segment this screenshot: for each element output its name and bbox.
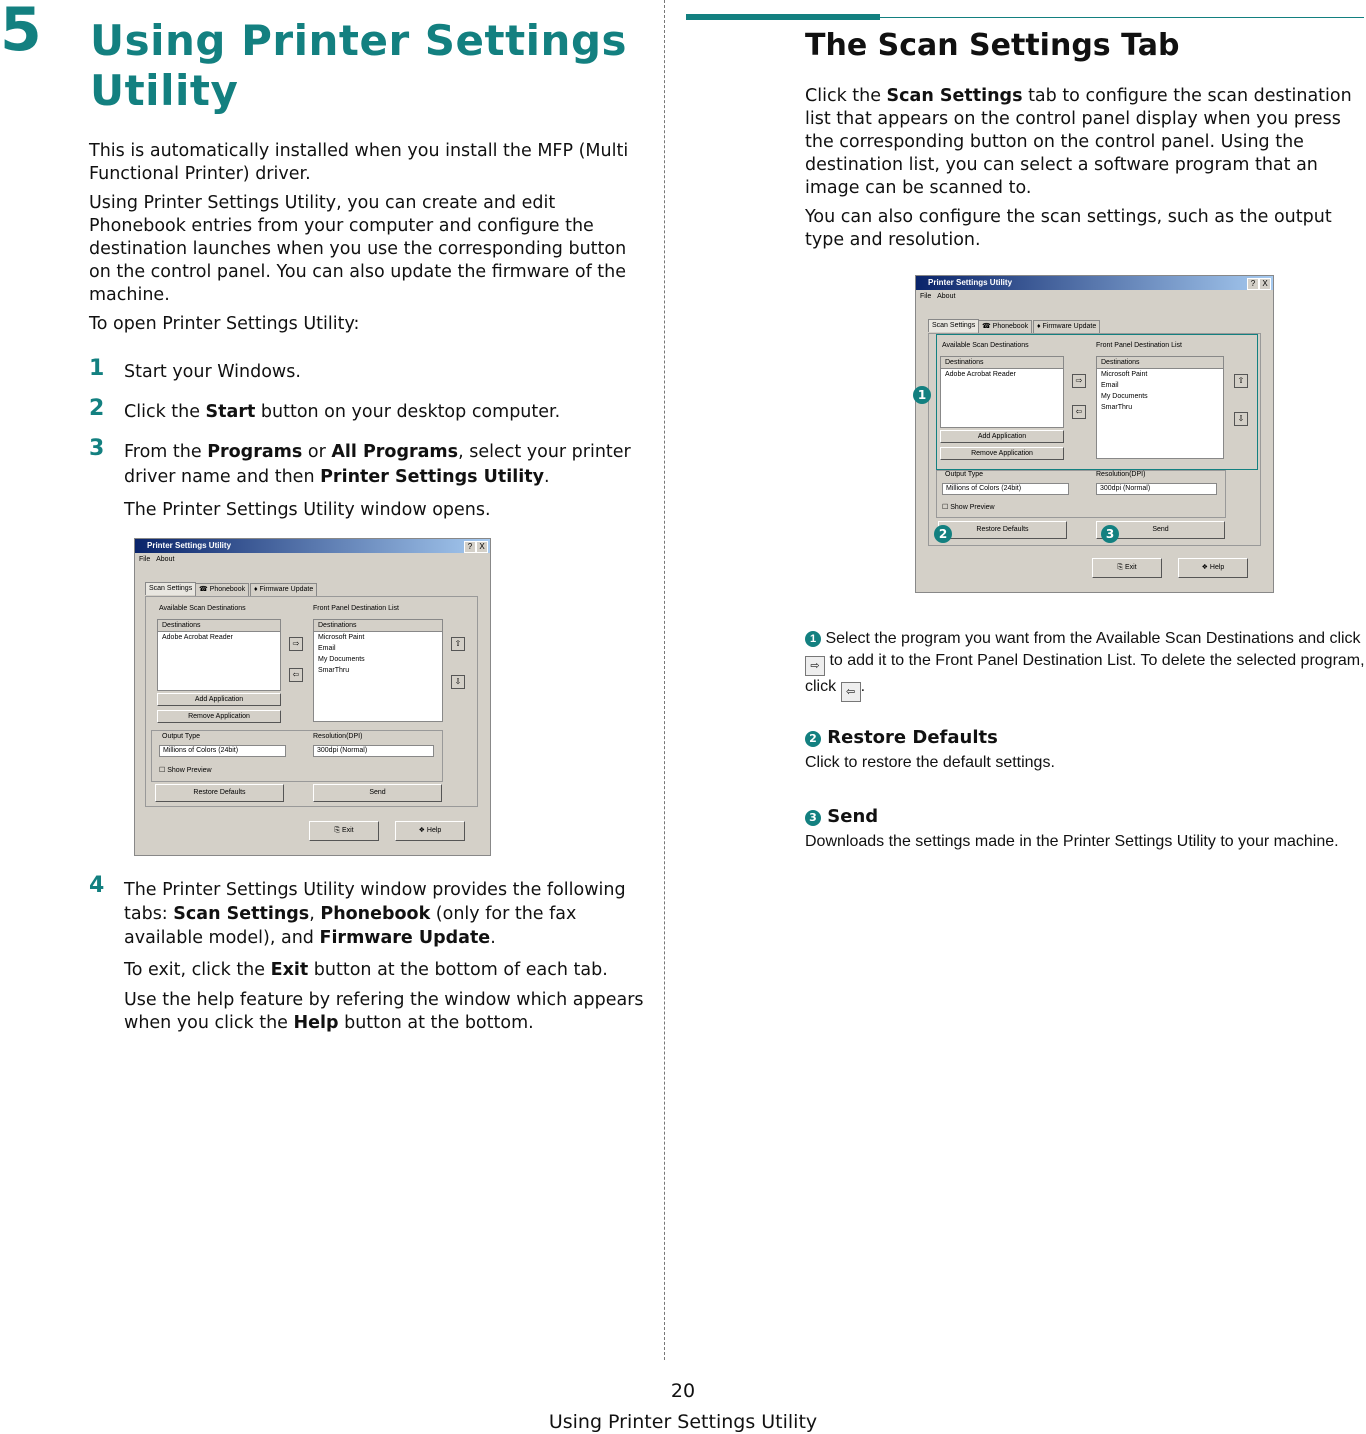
remove-application-button: Remove Application [940,447,1064,460]
note-3-title: 3 Send [805,806,878,827]
add-application-button: Add Application [940,430,1064,443]
available-label: Available Scan Destinations [159,605,246,612]
step-4-help-text: Use the help feature by refering the window which appears when you click the Help button at the bottom. [124,990,644,1033]
step-3-subtext: The Printer Settings Utility window opens. [124,500,491,520]
close-title-button: X [1259,278,1271,290]
restore-defaults-button: Restore Defaults [938,521,1067,539]
move-right-mini-icon: ⇨ [805,656,825,676]
front-list: Destinations Microsoft Paint Email My Documents SmarThru [1096,356,1224,459]
output-type-select: Millions of Colors (24bit) [159,745,286,757]
intro-paragraph-1: This is automatically installed when you install the MFP (Multi Functional Printer) driver. [89,141,629,184]
intro-paragraph-2: Using Printer Settings Utility, you can create and edit Phonebook entries from your computer and configure the destination launches when you use the corresponding button on the control panel. You can also update the firmware of the machine. [89,193,627,305]
note-3-text: Downloads the settings made in the Printer Settings Utility to your machine. [805,833,1339,850]
scan-tab-paragraph-1: Click the Scan Settings tab to configure the scan destination list that appears on the control panel display when you press the corresponding button on the control panel. Using the destination list, you can select a software program that an image can be scanned to. [805,86,1352,198]
resolution-label: Resolution(DPI) [1096,471,1146,478]
help-title-button: ? [464,541,476,553]
scan-tab-paragraph-2: You can also configure the scan settings, such as the output type and resolution. [805,207,1332,250]
move-down-icon: ⇩ [451,675,465,689]
move-right-icon: ⇨ [1072,374,1086,388]
front-list: Destinations Microsoft Paint Email My Documents SmarThru [313,619,443,722]
window-titlebar: Printer Settings Utility [135,539,490,553]
resolution-select: 300dpi (Normal) [1096,483,1217,495]
available-label: Available Scan Destinations [942,342,1029,349]
step-3-text: From the Programs or All Programs, select your printer driver name and then Printer Settings Utility. [124,442,631,487]
step-3-number: 3 [89,436,105,461]
close-title-button: X [476,541,488,553]
bullet-3: 3 [805,810,821,826]
move-left-icon: ⇦ [1072,405,1086,419]
scan-settings-screenshot [915,275,1274,593]
step-2-number: 2 [89,396,105,421]
send-button: Send [1096,521,1225,539]
intro-paragraph-3: To open Printer Settings Utility: [89,314,360,334]
footer-title: Using Printer Settings Utility [548,1411,818,1433]
section-heading: The Scan Settings Tab [805,28,1180,63]
move-right-icon: ⇨ [289,637,303,651]
move-down-icon: ⇩ [1234,412,1248,426]
show-preview-checkbox: ☐ Show Preview [159,767,212,774]
exit-button: ⎘ Exit [309,821,379,841]
note-2-title: 2 Restore Defaults [805,727,998,748]
step-4-text: The Printer Settings Utility window provides the following tabs: Scan Settings, Phonebook (only for the fax available model), and Firmware Update. [124,880,626,948]
step-4-number: 4 [89,873,105,898]
step-1-text: Start your Windows. [124,362,301,382]
tab-firmware-update: ♦ Firmware Update [250,583,317,596]
available-list: Destinations Adobe Acrobat Reader [940,356,1064,428]
help-button: ❖ Help [1178,558,1248,578]
step-4-exit-text: To exit, click the Exit button at the bottom of each tab. [124,960,608,980]
tab-firmware-update: ♦ Firmware Update [1033,320,1100,333]
column-divider [664,0,665,1360]
available-list: Destinations Adobe Acrobat Reader [157,619,281,691]
utility-window-screenshot [134,538,491,856]
add-application-button: Add Application [157,693,281,706]
page-number: 20 [670,1380,696,1402]
callout-3: 3 [1101,525,1119,543]
help-title-button: ? [1247,278,1259,290]
front-label: Front Panel Destination List [1096,342,1182,349]
window-titlebar: Printer Settings Utility [916,276,1273,290]
move-up-icon: ⇧ [451,637,465,651]
output-type-select: Millions of Colors (24bit) [942,483,1069,495]
tab-phonebook: ☎ Phonebook [978,320,1032,333]
callout-2: 2 [934,525,952,543]
send-button: Send [313,784,442,802]
chapter-title: Using Printer Settings Utility [90,16,628,115]
output-type-label: Output Type [945,471,984,478]
tab-scan-settings: Scan Settings [145,582,196,595]
resolution-label: Resolution(DPI) [313,733,363,740]
section-rule-line [880,17,1364,18]
tab-phonebook: ☎ Phonebook [195,583,249,596]
front-label: Front Panel Destination List [313,605,399,612]
window-menu: File About [139,556,175,563]
step-1-number: 1 [89,356,105,381]
output-type-label: Output Type [162,733,201,740]
step-2-text: Click the Start button on your desktop computer. [124,402,561,422]
tab-scan-settings: Scan Settings [928,319,979,332]
chapter-number: 5 [0,0,42,65]
note-2-text: Click to restore the default settings. [805,754,1055,771]
window-menu: File About [920,293,956,300]
remove-application-button: Remove Application [157,710,281,723]
section-rule-accent [686,14,880,20]
move-up-icon: ⇧ [1234,374,1248,388]
bullet-2: 2 [805,731,821,747]
show-preview-checkbox: ☐ Show Preview [942,504,995,511]
note-1: 1 Select the program you want from the Available Scan Destinations and click ⇨ to add it to the Front Panel Destination List. To delete the selected program, click ⇦ . [805,628,1365,702]
exit-button: ⎘ Exit [1092,558,1162,578]
callout-1: 1 [913,386,931,404]
bullet-1: 1 [805,631,821,647]
resolution-select: 300dpi (Normal) [313,745,434,757]
move-left-icon: ⇦ [289,668,303,682]
move-left-mini-icon: ⇦ [841,682,861,702]
restore-defaults-button: Restore Defaults [155,784,284,802]
help-button: ❖ Help [395,821,465,841]
